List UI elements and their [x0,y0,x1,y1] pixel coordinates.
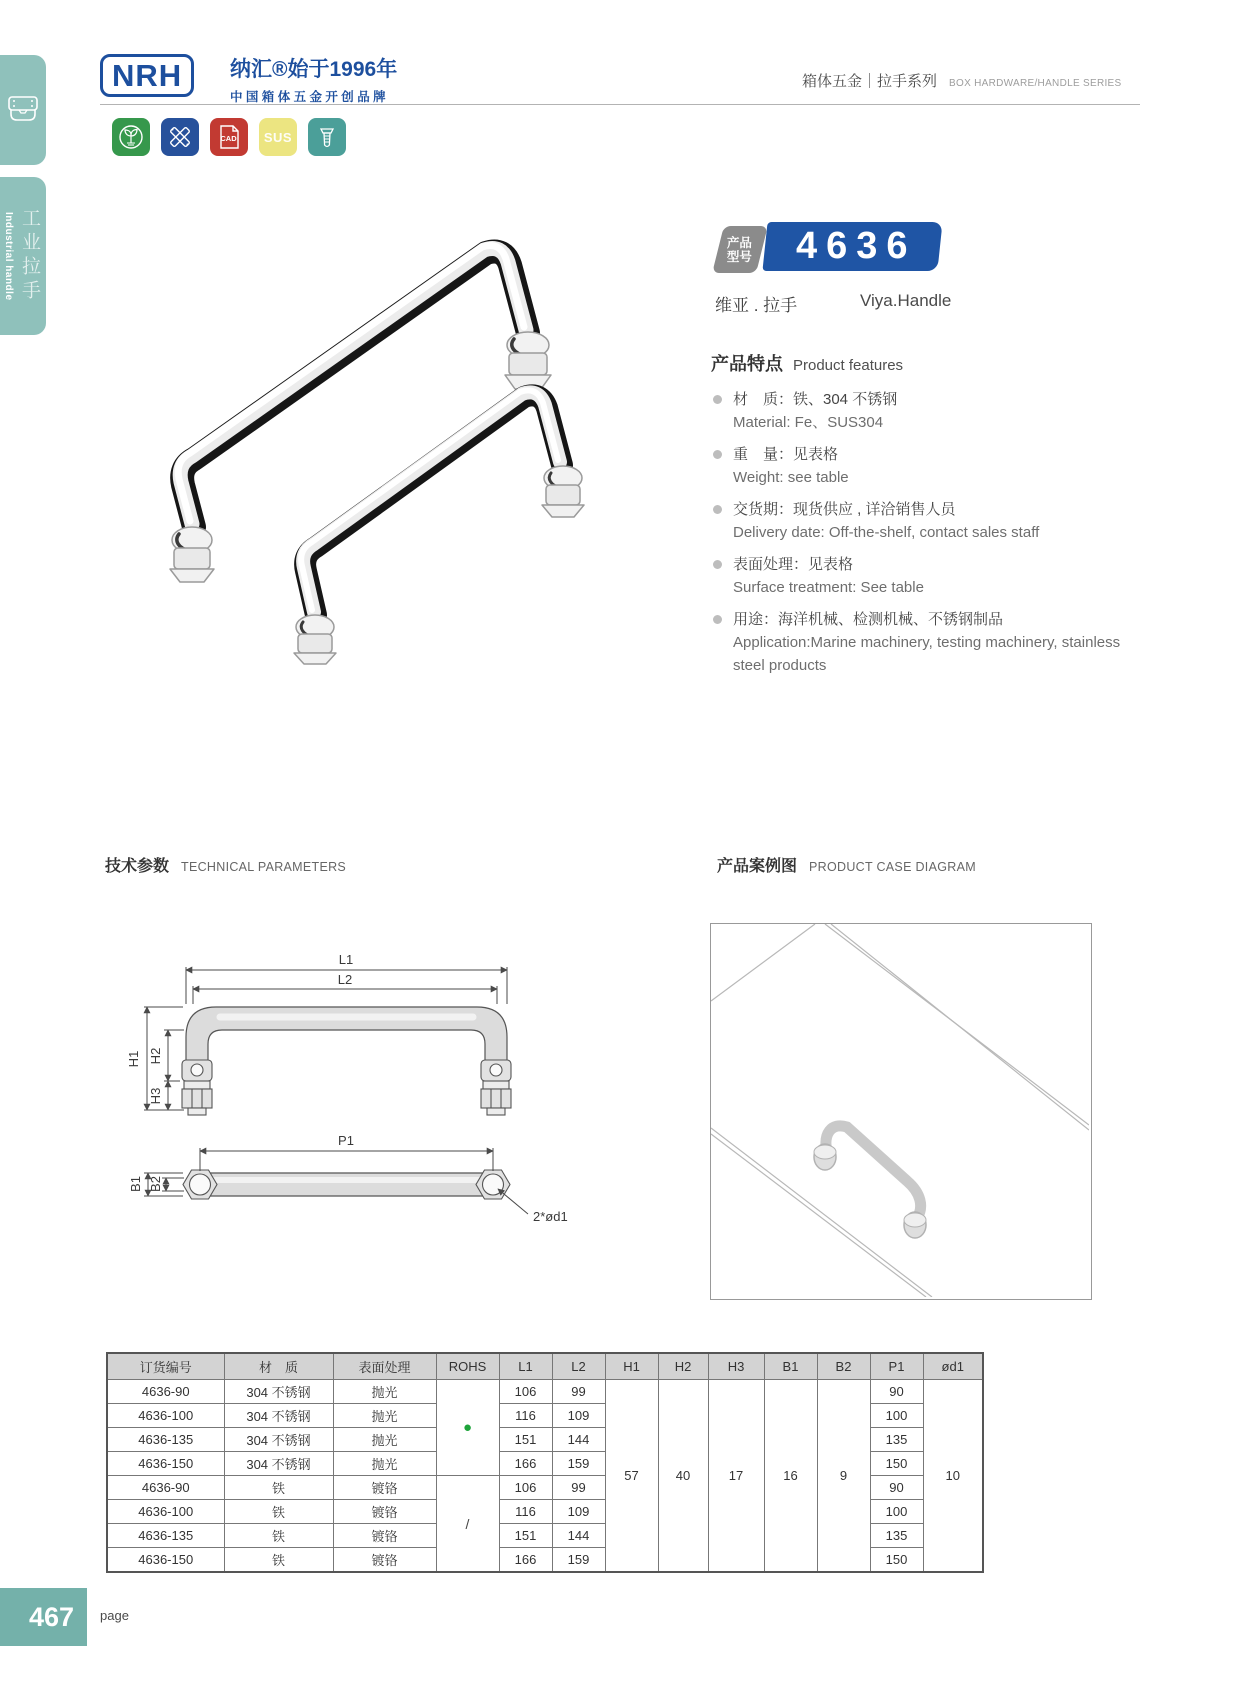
feature-en: Application:Marine machinery, testing machinery, stainless steel products [733,634,1121,674]
cell-h2-shared: 40 [658,1380,708,1573]
col-header-p1: P1 [870,1353,923,1380]
cell-surface: 镀铬 [333,1548,436,1573]
cell-l1: 116 [499,1404,552,1428]
cell-p1: 150 [870,1548,923,1573]
spec-table [106,1352,984,1573]
case-panel-lines [711,924,1089,1297]
dim-label-p1: P1 [338,1133,354,1148]
feature-en: Weight: see table [733,469,849,486]
feature-cn: 用途：海洋机械、检测机械、不锈钢制品 [733,611,1004,628]
case-handle-icon [7,91,39,132]
cell-surface: 镀铬 [333,1476,436,1500]
col-header-l2: L2 [552,1353,605,1380]
cell-l1: 116 [499,1500,552,1524]
cell-d1-shared: 10 [923,1380,983,1573]
cad-icon-label: CAD [220,134,237,143]
cell-l1: 106 [499,1380,552,1404]
col-header-d1: ød1 [923,1353,983,1380]
series-title-en: BOX HARDWARE/HANDLE SERIES [949,78,1122,89]
cell-material: 铁 [224,1524,333,1548]
cell-p1: 135 [870,1524,923,1548]
features-title-cn: 产品特点 [711,354,783,374]
cell-l2: 99 [552,1476,605,1500]
feature-cn: 交货期：现货供应 , 详洽销售人员 [733,501,956,518]
col-header-l1: L1 [499,1353,552,1380]
feature-cn: 重 量：见表格 [733,446,839,463]
cell-l2: 159 [552,1548,605,1573]
dim-label-b2: B2 [148,1176,163,1192]
drawing-top-view [128,1133,568,1224]
bullet-icon [713,505,722,514]
feature-en: Material: Fe、SUS304 [733,414,884,431]
cell-l1: 166 [499,1452,552,1476]
cell-l1: 106 [499,1476,552,1500]
cell-l2: 109 [552,1500,605,1524]
feature-cn: 材 质：铁、304 不锈钢 [733,391,898,408]
page-number-badge: 467 [0,1588,87,1646]
cell-b2-shared: 9 [817,1380,870,1573]
brand-tagline-line1: 纳汇®始于1996年 [230,58,398,81]
model-number: 4636 [796,225,917,267]
features-list [713,388,1153,686]
cell-sku: 4636-135 [107,1524,224,1548]
case-mounted-handle [814,1126,926,1238]
features-title-en: Product features [793,357,904,374]
dim-label-h1: H1 [126,1050,141,1068]
model-tag-line1: 产品 [727,235,753,250]
eco-icon [112,118,150,156]
cell-material: 304 不锈钢 [224,1404,333,1428]
col-header-sku: 订货编号 [107,1353,224,1380]
feature-item [713,608,1153,677]
cell-p1: 100 [870,1404,923,1428]
table-header-row [107,1353,983,1380]
cert-icon-row [112,118,346,156]
drawing-front-view [126,952,511,1115]
model-tag-line2: 型号 [727,249,753,264]
bullet-icon [713,560,722,569]
cell-sku: 4636-150 [107,1548,224,1573]
technical-drawing [100,890,610,1240]
case-diagram-drawing [711,924,1089,1297]
cell-l2: 144 [552,1524,605,1548]
sidebar-tab-chinese-label: 工业拉手 [19,208,40,304]
product-photo-handles [130,195,650,665]
tech-params-heading-cn: 技术参数 [105,858,170,875]
case-diagram-heading [717,853,976,876]
cell-sku: 4636-150 [107,1452,224,1476]
table-row [107,1380,983,1404]
cad-icon [210,118,248,156]
dim-label-l1: L1 [338,952,354,967]
sus-icon-label: SUS [263,129,293,145]
cell-rohs-steel [436,1380,499,1476]
tech-params-heading-en: TECHNICAL PARAMETERS [181,860,347,874]
cell-surface: 抛光 [333,1404,436,1428]
cell-b1-shared: 16 [764,1380,817,1573]
dim-label-d1: 2*ød1 [533,1209,568,1224]
cell-surface: 镀铬 [333,1524,436,1548]
cell-surface: 抛光 [333,1428,436,1452]
design-tools-icon [161,118,199,156]
sidebar-tab-industrial-handle [0,177,46,335]
cell-l2: 159 [552,1452,605,1476]
col-header-h2: H2 [658,1353,708,1380]
cell-surface: 抛光 [333,1380,436,1404]
feature-item [713,443,1153,489]
cell-l2: 99 [552,1380,605,1404]
col-header-h3: H3 [708,1353,764,1380]
cell-p1: 135 [870,1428,923,1452]
col-header-h1: H1 [605,1353,658,1380]
cell-sku: 4636-135 [107,1428,224,1452]
cell-material: 铁 [224,1500,333,1524]
cell-l2: 144 [552,1428,605,1452]
cell-material: 304 不锈钢 [224,1428,333,1452]
model-tag [712,226,768,273]
sidebar-category-block [0,55,46,165]
cell-material: 304 不锈钢 [224,1380,333,1404]
brand-tagline [230,53,397,105]
header-divider [100,104,1140,105]
bullet-icon [713,615,722,624]
cell-material: 304 不锈钢 [224,1452,333,1476]
cell-material: 铁 [224,1476,333,1500]
col-header-surface: 表面处理 [333,1353,436,1380]
photo-handle-small [294,390,584,664]
cell-h1-shared: 57 [605,1380,658,1573]
dim-label-h2: H2 [148,1047,163,1065]
cell-l1: 151 [499,1524,552,1548]
cell-h3-shared: 17 [708,1380,764,1573]
feature-item [713,498,1153,544]
dim-label-l2: L2 [337,972,353,987]
series-title [802,70,1121,91]
brand-tagline-line2: 中国箱体五金开创品牌 [230,90,390,104]
tech-params-heading [105,853,346,876]
model-banner [762,222,942,271]
features-title [711,350,903,376]
cell-material: 铁 [224,1548,333,1573]
col-header-b1: B1 [764,1353,817,1380]
bullet-icon [713,450,722,459]
feature-item [713,388,1153,434]
cell-p1: 100 [870,1500,923,1524]
bullet-icon [713,395,722,404]
cell-l1: 151 [499,1428,552,1452]
product-name-cn: 维亚 . 拉手 [715,296,798,315]
case-diagram-heading-cn: 产品案例图 [717,858,798,875]
col-header-material: 材 质 [224,1353,333,1380]
cell-l2: 109 [552,1404,605,1428]
screw-icon [308,118,346,156]
cell-surface: 抛光 [333,1452,436,1476]
cell-l1: 166 [499,1548,552,1573]
feature-en: Surface treatment: See table [733,579,924,596]
cell-rohs-iron: / [436,1476,499,1573]
feature-en: Delivery date: Off-the-shelf, contact sales staff [733,524,1040,541]
cell-p1: 90 [870,1380,923,1404]
case-diagram-heading-en: PRODUCT CASE DIAGRAM [809,860,976,874]
rohs-pass-dot: ● [462,1419,473,1436]
cell-sku: 4636-90 [107,1380,224,1404]
col-header-rohs: ROHS [436,1353,499,1380]
page-word: page [100,1608,129,1623]
nrh-logo: NRH [100,54,194,97]
cell-p1: 150 [870,1452,923,1476]
cell-p1: 90 [870,1476,923,1500]
series-title-cn: 箱体五金｜拉手系列 [802,73,938,90]
product-name-en: Viya.Handle [860,291,952,310]
col-header-b2: B2 [817,1353,870,1380]
sidebar-tab-english-label: Industrial handle [3,211,14,301]
sus-icon [259,118,297,156]
case-diagram-box [710,923,1092,1300]
feature-item [713,553,1153,599]
dim-label-b1: B1 [128,1176,143,1192]
cell-sku: 4636-90 [107,1476,224,1500]
cell-sku: 4636-100 [107,1500,224,1524]
cell-sku: 4636-100 [107,1404,224,1428]
feature-cn: 表面处理：见表格 [733,556,854,573]
cell-surface: 镀铬 [333,1500,436,1524]
dim-label-h3: H3 [148,1087,163,1105]
